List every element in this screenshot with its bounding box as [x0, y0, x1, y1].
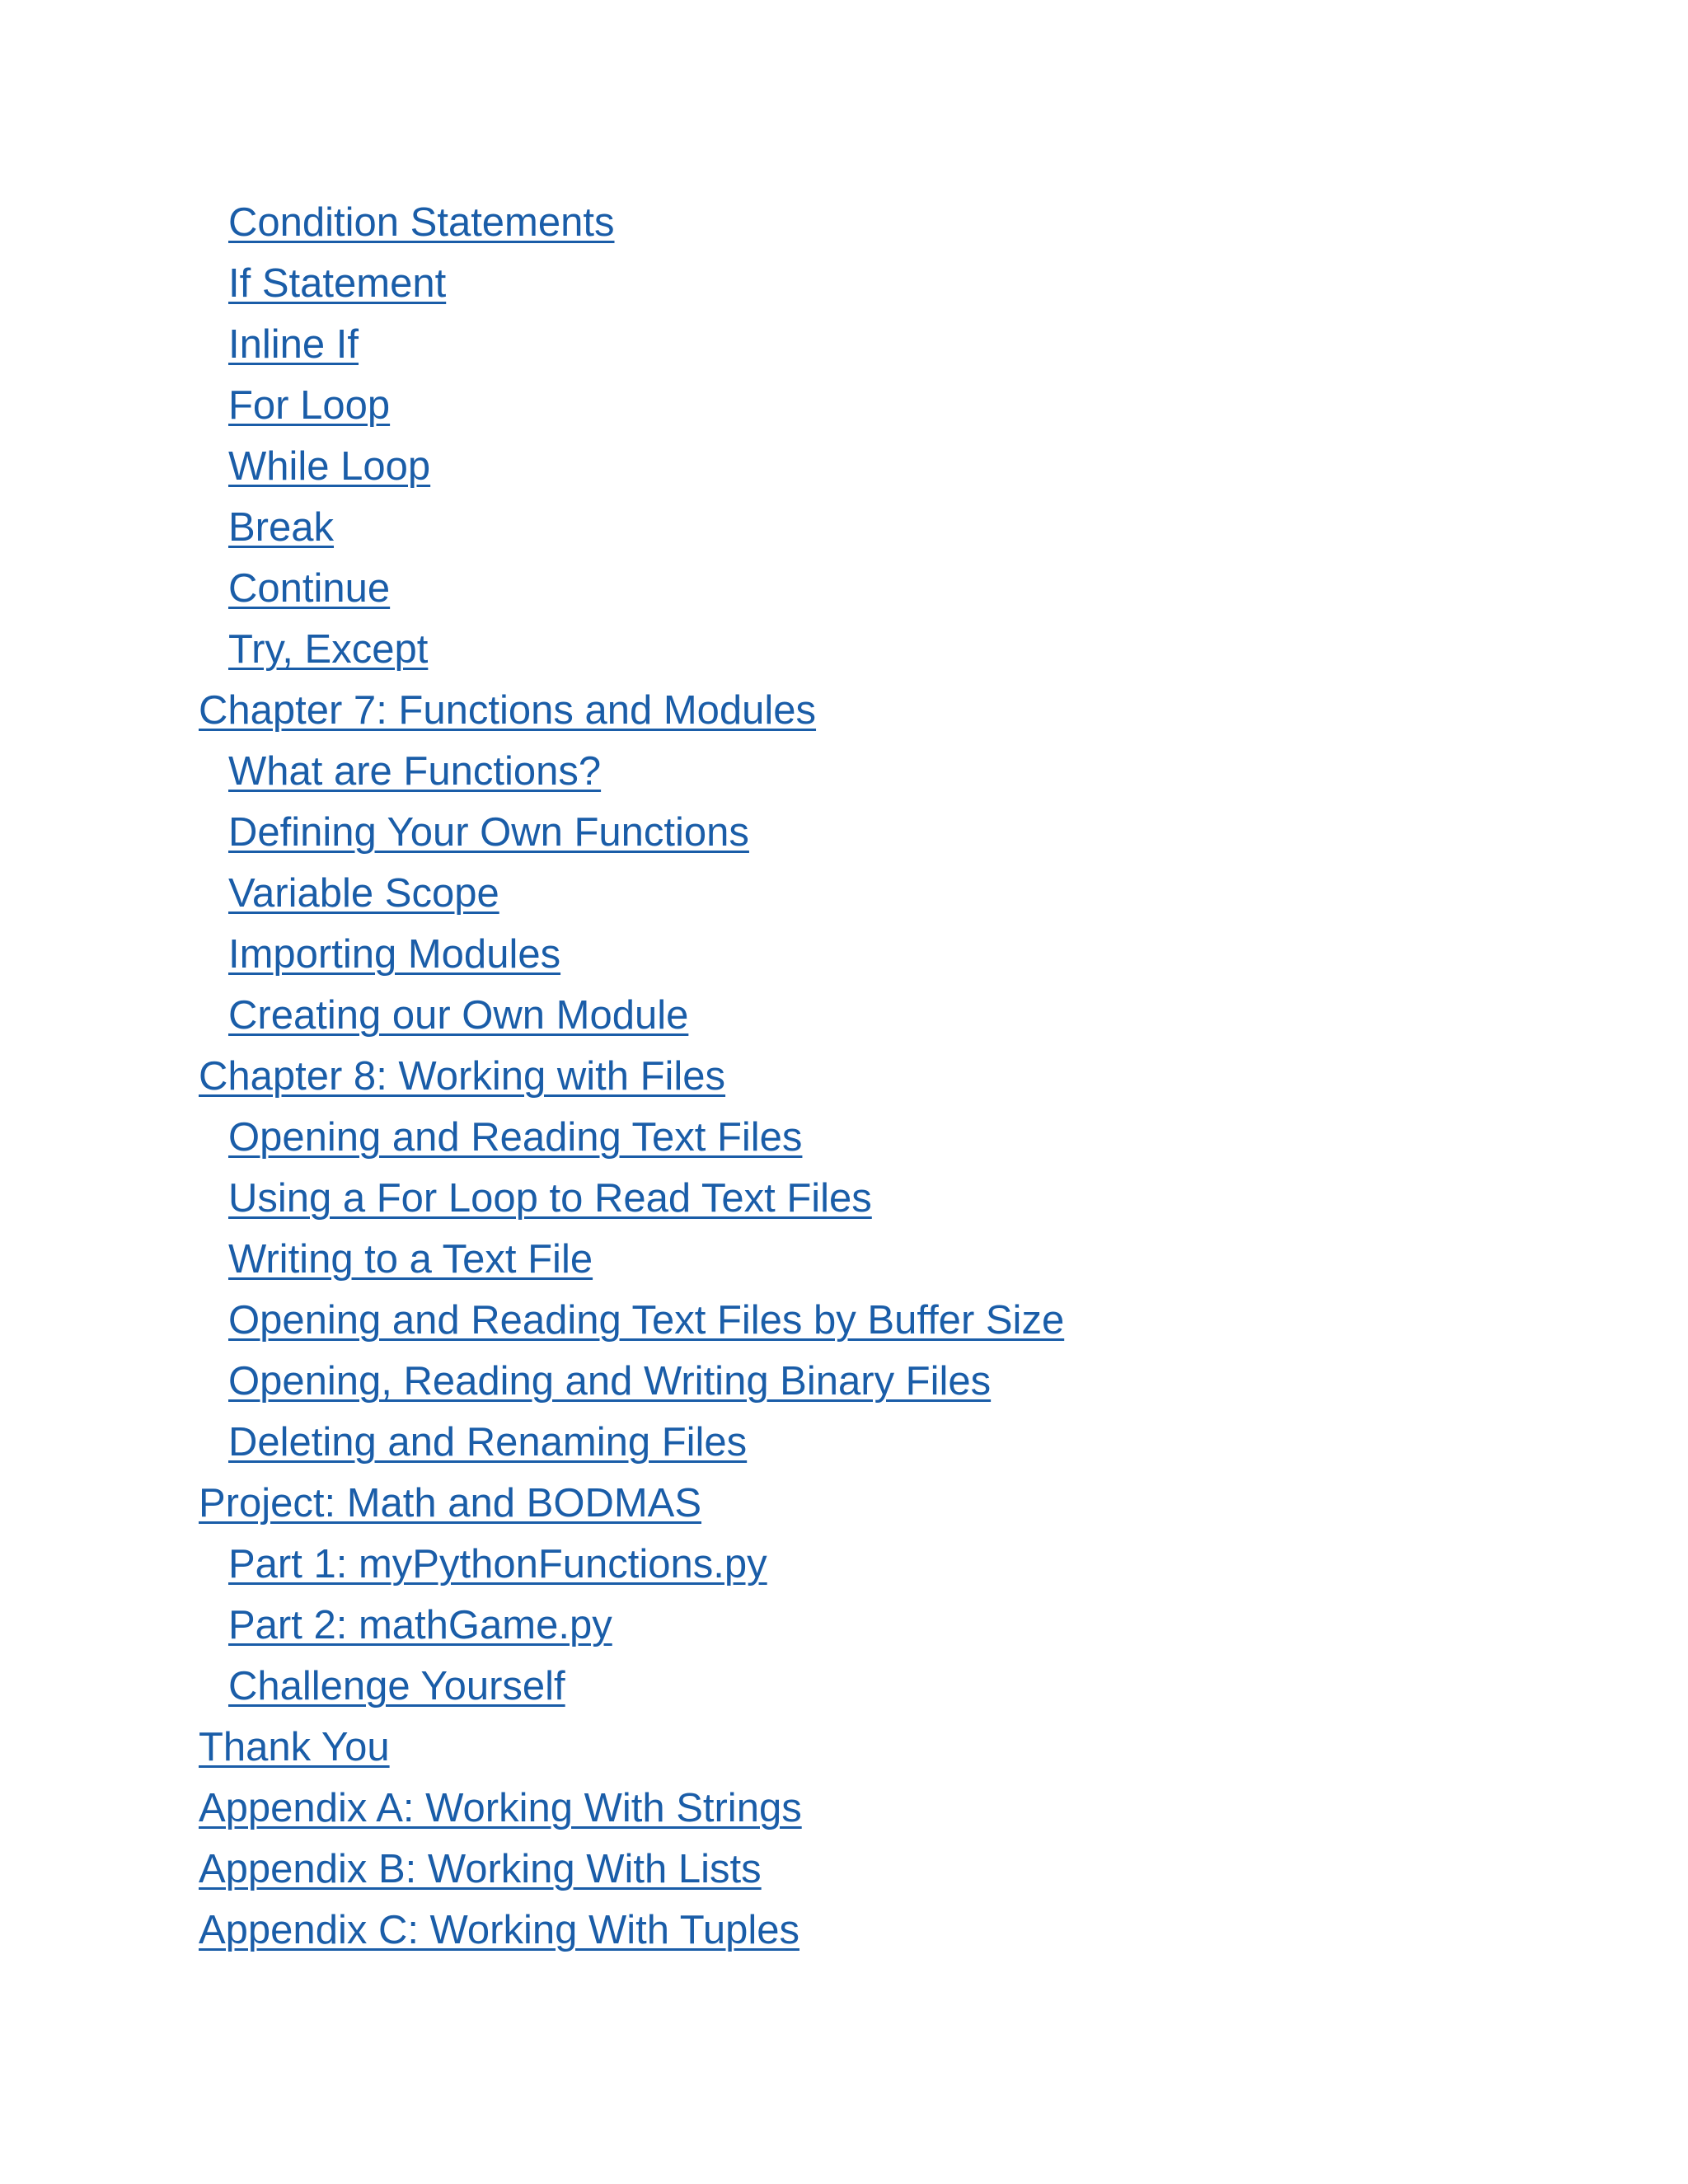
toc-chapter-entry: [0, 1839, 1688, 1900]
toc-section-entry: [0, 314, 1688, 375]
toc-chapter-entry: [0, 1778, 1688, 1839]
toc-section-entry: [0, 1168, 1688, 1229]
toc-section-link[interactable]: Part 2: mathGame.py: [228, 1603, 612, 1647]
toc-section-link[interactable]: Part 1: myPythonFunctions.py: [228, 1542, 767, 1586]
toc-section-link[interactable]: Importing Modules: [228, 932, 561, 977]
toc-chapter-link[interactable]: Appendix C: Working With Tuples: [199, 1908, 799, 1952]
toc-section-link[interactable]: Creating our Own Module: [228, 993, 689, 1038]
toc-section-link[interactable]: Using a For Loop to Read Text Files: [228, 1176, 872, 1221]
toc-chapter-entry: [0, 1473, 1688, 1534]
toc-section-entry: [0, 192, 1688, 253]
toc-section-link[interactable]: Opening, Reading and Writing Binary Files: [228, 1359, 992, 1404]
toc-section-link[interactable]: While Loop: [228, 444, 431, 489]
toc-section-entry: [0, 1534, 1688, 1595]
toc-section-entry: [0, 436, 1688, 497]
toc-section-entry: [0, 1107, 1688, 1168]
toc-section-link[interactable]: Continue: [228, 566, 391, 611]
toc-section-entry: [0, 863, 1688, 924]
toc-section-link[interactable]: Break: [228, 505, 335, 550]
toc-section-entry: [0, 1595, 1688, 1656]
toc-section-link[interactable]: Writing to a Text File: [228, 1237, 593, 1282]
toc-section-entry: [0, 924, 1688, 985]
toc-section-entry: [0, 1656, 1688, 1717]
toc-section-entry: [0, 802, 1688, 863]
toc-chapter-link[interactable]: Project: Math and BODMAS: [199, 1481, 702, 1526]
toc-section-link[interactable]: Opening and Reading Text Files by Buffer Size: [228, 1298, 1065, 1343]
toc-section-entry: [0, 741, 1688, 802]
toc-section-entry: [0, 375, 1688, 436]
toc-section-entry: [0, 985, 1688, 1046]
toc-section-link[interactable]: Challenge Yourself: [228, 1664, 565, 1708]
toc-section-entry: [0, 1351, 1688, 1412]
toc-section-entry: [0, 497, 1688, 558]
toc-section-link[interactable]: If Statement: [228, 261, 447, 306]
toc-section-link[interactable]: Condition Statements: [228, 200, 615, 245]
toc-chapter-entry: [0, 1046, 1688, 1107]
toc-section-entry: [0, 1229, 1688, 1290]
toc-chapter-link[interactable]: Chapter 8: Working with Files: [199, 1054, 726, 1099]
toc-chapter-link[interactable]: Appendix A: Working With Strings: [199, 1786, 802, 1830]
toc-section-entry: [0, 1412, 1688, 1473]
toc-chapter-entry: [0, 1900, 1688, 1961]
toc-chapter-link[interactable]: Thank You: [199, 1725, 390, 1769]
toc-section-entry: [0, 1290, 1688, 1351]
toc-section-link[interactable]: Defining Your Own Functions: [228, 810, 749, 855]
toc-section-entry: [0, 253, 1688, 314]
toc-chapter-link[interactable]: Chapter 7: Functions and Modules: [199, 688, 817, 733]
toc-section-entry: [0, 558, 1688, 619]
toc-section-link[interactable]: Variable Scope: [228, 871, 499, 916]
toc-section-link[interactable]: Deleting and Renaming Files: [228, 1420, 748, 1465]
toc-chapter-link[interactable]: Appendix B: Working With Lists: [199, 1847, 762, 1891]
toc-section-link[interactable]: Try, Except: [228, 627, 429, 672]
toc-section-link[interactable]: For Loop: [228, 383, 391, 428]
toc-section-link[interactable]: What are Functions?: [228, 749, 602, 794]
toc-chapter-entry: [0, 680, 1688, 741]
toc-section-link[interactable]: Opening and Reading Text Files: [228, 1115, 803, 1160]
table-of-contents: [0, 192, 1688, 1961]
toc-chapter-entry: [0, 1717, 1688, 1778]
toc-section-entry: [0, 619, 1688, 680]
toc-section-link[interactable]: Inline If: [228, 322, 359, 367]
